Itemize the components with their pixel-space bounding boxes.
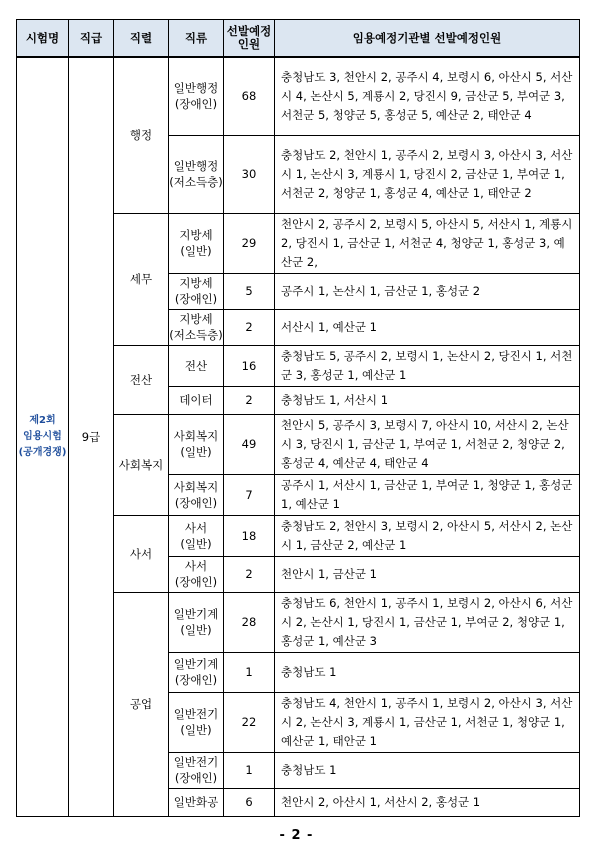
series-cell: 사서	[114, 515, 169, 592]
agencies-cell: 천안시 2, 아산시 1, 서산시 2, 홍성군 1	[275, 788, 580, 816]
class-cell: 사회복지 (장애인)	[169, 474, 224, 515]
class-cell: 일반행정 (저소득층)	[169, 135, 224, 213]
grade-cell: 9급	[69, 57, 114, 816]
class-cell: 지방세 (일반)	[169, 213, 224, 273]
planned-count-cell: 2	[224, 309, 275, 345]
table-row	[17, 57, 580, 135]
agencies-cell: 천안시 2, 공주시 2, 보령시 5, 아산시 5, 서산시 1, 계룡시 2, 당진시 1, 금산군 1, 서천군 4, 청양군 1, 홍성군 3, 예산군 2,	[275, 213, 580, 273]
agencies-cell: 충청남도 6, 천안시 1, 공주시 1, 보령시 2, 아산시 6, 서산시 2, 논산시 1, 당진시 1, 금산군 1, 부여군 2, 청양군 1, 홍성군 1, 예산군 3	[275, 592, 580, 652]
series-cell: 세무	[114, 213, 169, 345]
header-row	[17, 20, 580, 58]
agencies-cell: 공주시 1, 논산시 1, 금산군 1, 홍성군 2	[275, 273, 580, 309]
planned-count-cell: 6	[224, 788, 275, 816]
header-agencies: 임용예정기관별 선발예정인원	[275, 20, 580, 58]
planned-count-cell: 1	[224, 752, 275, 788]
agencies-cell: 천안시 1, 금산군 1	[275, 556, 580, 592]
class-cell: 사서 (장애인)	[169, 556, 224, 592]
planned-count-cell: 28	[224, 592, 275, 652]
page-number: - 2 -	[279, 828, 314, 843]
planned-count-cell: 2	[224, 386, 275, 414]
class-cell: 사회복지 (일반)	[169, 414, 224, 474]
agencies-cell: 천안시 5, 공주시 3, 보령시 7, 아산시 10, 서산시 2, 논산시 3, 당진시 1, 금산군 1, 부여군 1, 서천군 2, 청양군 2, 홍성군 4, 예산군 4, 태안군 4	[275, 414, 580, 474]
agencies-cell: 충청남도 1, 서산시 1	[275, 386, 580, 414]
header-class: 직류	[169, 20, 224, 58]
planned-count-cell: 18	[224, 515, 275, 556]
planned-count-cell: 7	[224, 474, 275, 515]
planned-count-cell: 30	[224, 135, 275, 213]
class-cell: 일반기계 (일반)	[169, 592, 224, 652]
series-cell: 사회복지	[114, 414, 169, 515]
series-cell: 전산	[114, 345, 169, 414]
agencies-cell: 충청남도 1	[275, 652, 580, 692]
planned-count-cell: 1	[224, 652, 275, 692]
class-cell: 전산	[169, 345, 224, 386]
header-exam: 시험명	[17, 20, 69, 58]
class-cell: 지방세 (장애인)	[169, 273, 224, 309]
planned-count-cell: 22	[224, 692, 275, 752]
class-cell: 일반화공	[169, 788, 224, 816]
planned-count-cell: 68	[224, 57, 275, 135]
agencies-cell: 공주시 1, 서산시 1, 금산군 1, 부여군 1, 청양군 1, 홍성군 1, 예산군 1	[275, 474, 580, 515]
class-cell: 일반행정 (장애인)	[169, 57, 224, 135]
header-grade: 직급	[69, 20, 114, 58]
agencies-cell: 서산시 1, 예산군 1	[275, 309, 580, 345]
series-cell: 공업	[114, 592, 169, 816]
series-cell: 행정	[114, 57, 169, 213]
class-cell: 일반기계 (장애인)	[169, 652, 224, 692]
recruitment-table	[16, 19, 580, 817]
agencies-cell: 충청남도 4, 천안시 1, 공주시 1, 보령시 2, 아산시 3, 서산시 2, 논산시 3, 계룡시 1, 금산군 1, 서천군 1, 청양군 1, 예산군 1, 태안군 1	[275, 692, 580, 752]
header-planned-count: 선발예정 인원	[224, 20, 275, 58]
class-cell: 사서 (일반)	[169, 515, 224, 556]
agencies-cell: 충청남도 1	[275, 752, 580, 788]
exam-name-cell: 제2회 임용시험 (공개경쟁)	[17, 57, 69, 816]
planned-count-cell: 16	[224, 345, 275, 386]
class-cell: 지방세 (저소득층)	[169, 309, 224, 345]
class-cell: 일반전기 (일반)	[169, 692, 224, 752]
class-cell: 일반전기 (장애인)	[169, 752, 224, 788]
planned-count-cell: 2	[224, 556, 275, 592]
agencies-cell: 충청남도 2, 천안시 1, 공주시 2, 보령시 3, 아산시 3, 서산시 1, 논산시 3, 계룡시 1, 당진시 2, 금산군 1, 부여군 1, 서천군 2, 청양군 1, 홍성군 4, 예산군 1, 태안군 2	[275, 135, 580, 213]
planned-count-cell: 49	[224, 414, 275, 474]
agencies-cell: 충청남도 3, 천안시 2, 공주시 4, 보령시 6, 아산시 5, 서산시 4, 논산시 5, 계룡시 2, 당진시 9, 금산군 5, 부여군 3, 서천군 5, 청양군 5, 홍성군 5, 예산군 2, 태안군 4	[275, 57, 580, 135]
planned-count-cell: 29	[224, 213, 275, 273]
agencies-cell: 충청남도 2, 천안시 3, 보령시 2, 아산시 5, 서산시 2, 논산시 1, 금산군 2, 예산군 1	[275, 515, 580, 556]
agencies-cell: 충청남도 5, 공주시 2, 보령시 1, 논산시 2, 당진시 1, 서천군 3, 홍성군 1, 예산군 1	[275, 345, 580, 386]
planned-count-cell: 5	[224, 273, 275, 309]
header-series: 직렬	[114, 20, 169, 58]
class-cell: 데이터	[169, 386, 224, 414]
